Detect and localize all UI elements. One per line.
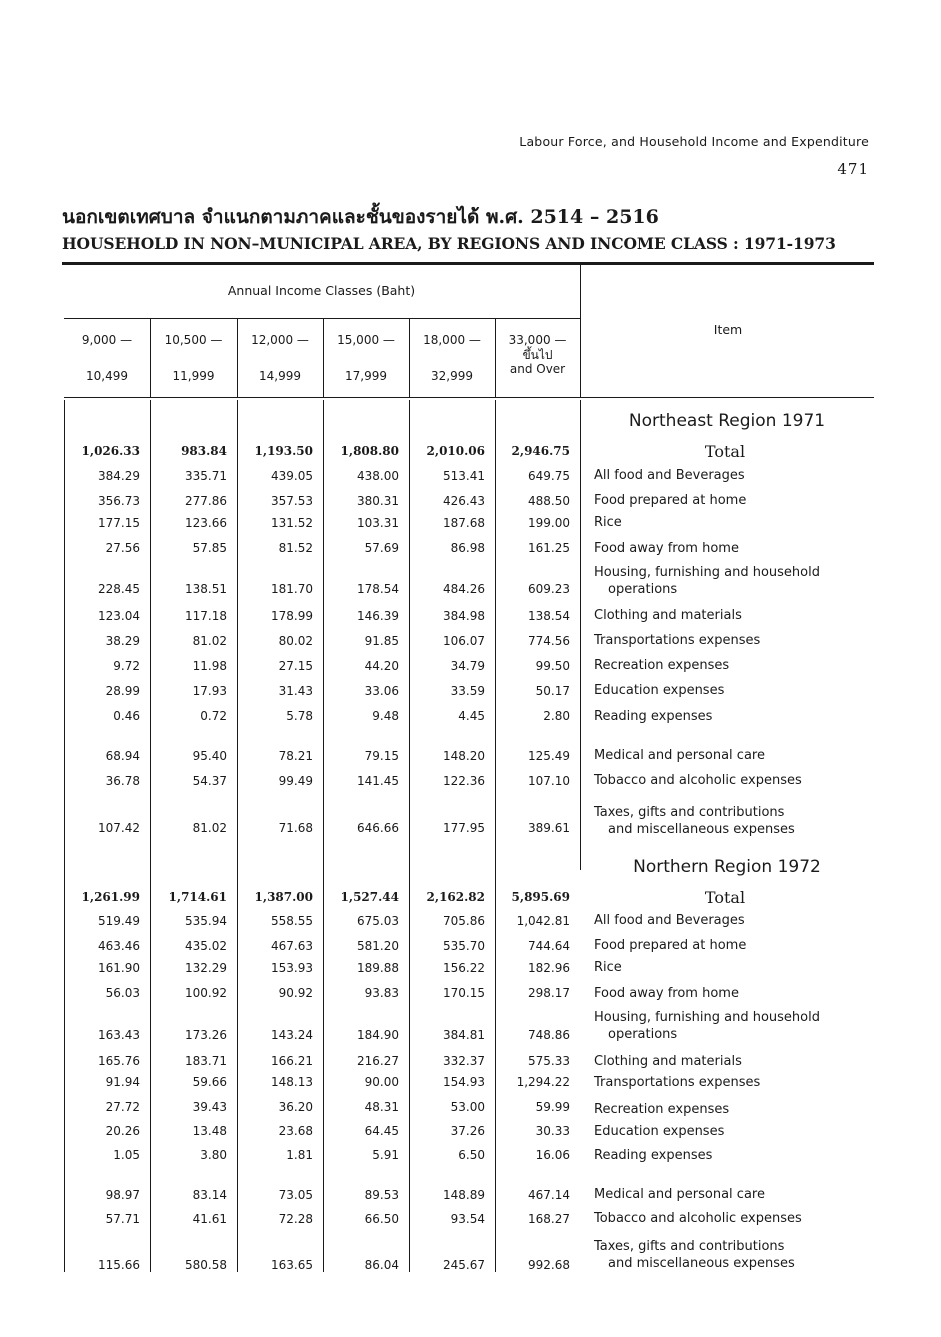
row-label-line: Education expenses: [594, 1124, 725, 1139]
table-cell: 675.03: [357, 914, 399, 928]
table-cell: 64.45: [364, 1124, 399, 1138]
table-cell: 1,294.22: [516, 1075, 570, 1089]
table-cell: 138.51: [185, 582, 227, 596]
table-cell: 36.20: [278, 1100, 313, 1114]
table-cell: 91.85: [364, 634, 399, 648]
table-cell: 332.37: [443, 1054, 485, 1068]
row-label-continuation: operations: [608, 1026, 678, 1042]
row-label: [594, 1124, 874, 1141]
row-label-line: Education expenses: [594, 683, 725, 698]
table-cell: 177.95: [443, 821, 485, 835]
table-cell: 95.40: [192, 749, 227, 763]
row-label-line: Taxes, gifts and contributions: [594, 805, 785, 820]
table-cell: 90.92: [278, 986, 313, 1000]
table-cell: 27.72: [105, 1100, 140, 1114]
table-cell: 189.88: [357, 961, 399, 975]
income-class-to: 32,999: [431, 369, 473, 383]
table-cell: 983.84: [181, 444, 227, 458]
table-cell: 356.73: [98, 494, 140, 508]
body-column-rule: [495, 400, 496, 1272]
table-cell: 2.80: [543, 709, 570, 723]
table-cell: 163.43: [98, 1028, 140, 1042]
table-cell: 5.78: [286, 709, 313, 723]
row-label: [594, 1148, 874, 1165]
table-cell: 463.46: [98, 939, 140, 953]
row-label-continuation: and miscellaneous expenses: [608, 821, 795, 837]
table-cell: 81.02: [192, 821, 227, 835]
table-cell: 182.96: [528, 961, 570, 975]
row-label-line: Housing, furnishing and household: [594, 565, 820, 580]
table-cell: 23.68: [278, 1124, 313, 1138]
income-class-to: 14,999: [259, 369, 301, 383]
table-cell: 123.66: [185, 516, 227, 530]
table-cell: 170.15: [443, 986, 485, 1000]
table-cell: 187.68: [443, 516, 485, 530]
row-label-line: Medical and personal care: [594, 748, 765, 763]
table-cell: 161.90: [98, 961, 140, 975]
income-class-from: 15,000 —: [337, 333, 395, 347]
income-class-from: 9,000 —: [81, 333, 133, 347]
table-cell: 3.80: [200, 1148, 227, 1162]
row-label: [594, 1075, 874, 1092]
income-class-to: 10,499: [86, 369, 128, 383]
table-cell: 216.27: [357, 1054, 399, 1068]
table-cell: 13.48: [192, 1124, 227, 1138]
table-cell: 148.20: [443, 749, 485, 763]
table-cell: 30.33: [535, 1124, 570, 1138]
income-class-header: [409, 334, 495, 382]
table-cell: 2,162.82: [426, 890, 485, 904]
row-label-line: Rice: [594, 515, 622, 530]
table-cell: 123.04: [98, 609, 140, 623]
table-cell: 1,261.99: [81, 890, 140, 904]
row-label: [594, 565, 874, 599]
table-cell: 1,527.44: [340, 890, 399, 904]
row-label: [594, 748, 874, 765]
table-cell: 649.75: [528, 469, 570, 483]
row-label-continuation: operations: [608, 581, 678, 597]
table-cell: 519.49: [98, 914, 140, 928]
row-label: [594, 773, 874, 790]
table-cell: 59.66: [192, 1075, 227, 1089]
table-cell: 384.29: [98, 469, 140, 483]
row-label: [594, 633, 874, 650]
table-cell: 1,042.81: [516, 914, 570, 928]
table-cell: 100.92: [185, 986, 227, 1000]
table-cell: 34.79: [450, 659, 485, 673]
table-cell: 68.94: [105, 749, 140, 763]
table-cell: 9.72: [113, 659, 140, 673]
table-cell: 178.54: [357, 582, 399, 596]
row-label-line: Clothing and materials: [594, 608, 742, 623]
row-label-line: Total: [704, 442, 746, 461]
table-cell: 165.76: [98, 1054, 140, 1068]
table-cell: 4.45: [458, 709, 485, 723]
table-cell: 148.89: [443, 1188, 485, 1202]
income-class-from: 18,000 —: [423, 333, 481, 347]
table-cell: 91.94: [105, 1075, 140, 1089]
table-cell: 27.15: [278, 659, 313, 673]
table-cell: 1.05: [113, 1148, 140, 1162]
table-cell: 138.54: [528, 609, 570, 623]
table-title-thai: นอกเขตเทศบาล จำแนกตามภาคและชั้นของรายได้ พ.ศ. 2514 – 2516: [62, 206, 659, 228]
row-label-line: Transportations expenses: [594, 1075, 761, 1090]
table-cell: 27.56: [105, 541, 140, 555]
row-label: [594, 913, 874, 930]
table-cell: 5.91: [372, 1148, 399, 1162]
row-label-line: All food and Beverages: [594, 913, 745, 928]
row-label-line: Total: [704, 888, 746, 907]
row-label-line: Medical and personal care: [594, 1187, 765, 1202]
table-cell: 535.70: [443, 939, 485, 953]
table-cell: 705.86: [443, 914, 485, 928]
table-cell: 57.71: [105, 1212, 140, 1226]
table-cell: 143.24: [271, 1028, 313, 1042]
body-column-rule: [409, 400, 410, 1272]
table-cell: 54.37: [192, 774, 227, 788]
table-cell: 513.41: [443, 469, 485, 483]
row-label: [594, 608, 874, 625]
row-label-line: All food and Beverages: [594, 468, 745, 483]
table-cell: 161.25: [528, 541, 570, 555]
row-label-line: Clothing and materials: [594, 1054, 742, 1069]
table-cell: 575.33: [528, 1054, 570, 1068]
table-cell: 0.72: [200, 709, 227, 723]
table-cell: 168.27: [528, 1212, 570, 1226]
table-cell: 57.69: [364, 541, 399, 555]
table-cell: 39.43: [192, 1100, 227, 1114]
income-classes-header: Annual Income Classes (Baht): [227, 283, 416, 298]
table-cell: 357.53: [271, 494, 313, 508]
row-label-line: Food away from home: [594, 986, 739, 1001]
row-label: [594, 493, 874, 510]
row-label-line: Tobacco and alcoholic expenses: [594, 773, 802, 788]
table-cell: 107.42: [98, 821, 140, 835]
table-cell: 148.13: [271, 1075, 313, 1089]
row-label: [594, 658, 874, 675]
page-number: 471: [837, 160, 869, 178]
table-title-english: HOUSEHOLD IN NON–MUNICIPAL AREA, BY REGIONS AND INCOME CLASS : 1971-1973: [62, 234, 836, 253]
row-label: [594, 683, 874, 700]
table-cell: 156.22: [443, 961, 485, 975]
income-class-thai: ขึ้นไป: [522, 348, 553, 362]
table-cell: 106.07: [443, 634, 485, 648]
table-cell: 146.39: [357, 609, 399, 623]
running-head: Labour Force, and Household Income and Expenditure: [519, 134, 869, 149]
table-cell: 53.00: [450, 1100, 485, 1114]
income-class-to: and Over: [509, 362, 566, 376]
table-cell: 33.59: [450, 684, 485, 698]
table-cell: 199.00: [528, 516, 570, 530]
body-column-rule: [150, 400, 151, 1272]
table-cell: 131.52: [271, 516, 313, 530]
table-cell: 73.05: [278, 1188, 313, 1202]
table-cell: 166.21: [271, 1054, 313, 1068]
table-cell: 774.56: [528, 634, 570, 648]
table-cell: 992.68: [528, 1258, 570, 1272]
table-cell: 16.06: [535, 1148, 570, 1162]
row-label-line: Food prepared at home: [594, 493, 747, 508]
table-cell: 335.71: [185, 469, 227, 483]
body-column-rule: [237, 400, 238, 1272]
income-class-to: 11,999: [172, 369, 215, 383]
row-label: [594, 888, 856, 909]
income-class-header: [150, 334, 237, 382]
table-cell: 107.10: [528, 774, 570, 788]
table-cell: 6.50: [458, 1148, 485, 1162]
table-cell: 484.26: [443, 582, 485, 596]
row-label: [594, 960, 874, 977]
income-class-header: [323, 334, 409, 382]
table-cell: 48.31: [364, 1100, 399, 1114]
table-cell: 31.43: [278, 684, 313, 698]
table-cell: 90.00: [364, 1075, 399, 1089]
table-cell: 1,387.00: [254, 890, 313, 904]
table-cell: 72.28: [278, 1212, 313, 1226]
table-cell: 744.64: [528, 939, 570, 953]
table-cell: 81.02: [192, 634, 227, 648]
table-cell: 426.43: [443, 494, 485, 508]
table-cell: 125.49: [528, 749, 570, 763]
row-label: [594, 1187, 874, 1204]
table-cell: 277.86: [185, 494, 227, 508]
table-cell: 384.81: [443, 1028, 485, 1042]
table-cell: 20.26: [105, 1124, 140, 1138]
table-cell: 33.06: [364, 684, 399, 698]
table-cell: 132.29: [185, 961, 227, 975]
table-cell: 17.93: [192, 684, 227, 698]
row-label-line: Recreation expenses: [594, 1102, 730, 1117]
income-class-header: [495, 334, 580, 375]
table-cell: 439.05: [271, 469, 313, 483]
table-cell: 2,946.75: [511, 444, 570, 458]
table-cell: 41.61: [192, 1212, 227, 1226]
table-cell: 117.18: [185, 609, 227, 623]
top-rule: [62, 262, 874, 265]
table-cell: 438.00: [357, 469, 399, 483]
table-cell: 245.67: [443, 1258, 485, 1272]
region-heading: Northeast Region 1971: [628, 411, 826, 431]
table-cell: 38.29: [105, 634, 140, 648]
table-cell: 384.98: [443, 609, 485, 623]
table-cell: 488.50: [528, 494, 570, 508]
item-column-rule: [580, 400, 581, 870]
table-cell: 435.02: [185, 939, 227, 953]
table-cell: 1,714.61: [168, 890, 227, 904]
table-cell: 173.26: [185, 1028, 227, 1042]
table-cell: 298.17: [528, 986, 570, 1000]
item-header: Item: [713, 322, 743, 337]
body-column-rule: [323, 400, 324, 1272]
row-label: [594, 1054, 874, 1071]
row-label-line: Tobacco and alcoholic expenses: [594, 1211, 802, 1226]
table-cell: 56.03: [105, 986, 140, 1000]
income-class-to: 17,999: [345, 369, 387, 383]
table-cell: 1.81: [286, 1148, 313, 1162]
income-class-header: [64, 334, 150, 382]
row-label: [594, 1010, 874, 1044]
row-label-line: Reading expenses: [594, 1148, 713, 1163]
table-cell: 81.52: [278, 541, 313, 555]
income-class-from: 10,500 —: [164, 333, 223, 347]
table-cell: 5,895.69: [511, 890, 570, 904]
table-cell: 115.66: [98, 1258, 140, 1272]
table-cell: 467.14: [528, 1188, 570, 1202]
table-cell: 83.14: [192, 1188, 227, 1202]
row-label: [594, 709, 874, 726]
row-label-line: Food prepared at home: [594, 938, 747, 953]
table-cell: 184.90: [357, 1028, 399, 1042]
table-cell: 9.48: [372, 709, 399, 723]
row-label: [594, 805, 874, 839]
table-cell: 1,193.50: [254, 444, 313, 458]
income-class-header: [237, 334, 323, 382]
table-cell: 98.97: [105, 1188, 140, 1202]
row-label-line: Housing, furnishing and household: [594, 1010, 820, 1025]
table-cell: 141.45: [357, 774, 399, 788]
row-label: [594, 515, 874, 532]
table-cell: 93.83: [364, 986, 399, 1000]
body-column-rule: [64, 400, 65, 1272]
table-cell: 103.31: [357, 516, 399, 530]
table-cell: 0.46: [113, 709, 140, 723]
table-cell: 558.55: [271, 914, 313, 928]
table-cell: 86.04: [364, 1258, 399, 1272]
table-cell: 89.53: [364, 1188, 399, 1202]
table-cell: 748.86: [528, 1028, 570, 1042]
table-cell: 380.31: [357, 494, 399, 508]
table-cell: 99.49: [278, 774, 313, 788]
row-label-line: Transportations expenses: [594, 633, 761, 648]
table-cell: 581.20: [357, 939, 399, 953]
income-class-from: 12,000 —: [251, 333, 309, 347]
header-divider: [64, 318, 580, 319]
table-cell: 99.50: [535, 659, 570, 673]
table-cell: 609.23: [528, 582, 570, 596]
table-cell: 535.94: [185, 914, 227, 928]
row-label-line: Food away from home: [594, 541, 739, 556]
table-cell: 389.61: [528, 821, 570, 835]
table-cell: 59.99: [535, 1100, 570, 1114]
item-column-divider: [580, 264, 581, 398]
table-cell: 154.93: [443, 1075, 485, 1089]
header-bottom-rule: [64, 397, 874, 398]
table-cell: 2,010.06: [426, 444, 485, 458]
income-class-from: 33,000 —: [508, 333, 567, 347]
table-cell: 80.02: [278, 634, 313, 648]
table-cell: 181.70: [271, 582, 313, 596]
table-cell: 467.63: [271, 939, 313, 953]
table-cell: 71.68: [278, 821, 313, 835]
table-cell: 163.65: [271, 1258, 313, 1272]
table-cell: 1,026.33: [81, 444, 140, 458]
table-cell: 36.78: [105, 774, 140, 788]
row-label-line: Rice: [594, 960, 622, 975]
table-cell: 79.15: [364, 749, 399, 763]
table-cell: 11.98: [192, 659, 227, 673]
table-cell: 122.36: [443, 774, 485, 788]
table-cell: 228.45: [98, 582, 140, 596]
table-cell: 646.66: [357, 821, 399, 835]
row-label: [594, 442, 856, 463]
row-label: [594, 541, 874, 558]
table-cell: 177.15: [98, 516, 140, 530]
table-cell: 78.21: [278, 749, 313, 763]
row-label-line: Recreation expenses: [594, 658, 730, 673]
table-cell: 178.99: [271, 609, 313, 623]
row-label: [594, 938, 874, 955]
region-heading: Northern Region 1972: [633, 857, 821, 877]
table-cell: 153.93: [271, 961, 313, 975]
row-label: [594, 468, 874, 485]
row-label: [594, 986, 874, 1003]
table-cell: 66.50: [364, 1212, 399, 1226]
table-cell: 93.54: [450, 1212, 485, 1226]
table-cell: 86.98: [450, 541, 485, 555]
row-label-line: Taxes, gifts and contributions: [594, 1239, 785, 1254]
table-cell: 183.71: [185, 1054, 227, 1068]
row-label-continuation: and miscellaneous expenses: [608, 1255, 795, 1271]
table-cell: 44.20: [364, 659, 399, 673]
row-label: [594, 1102, 874, 1119]
table-cell: 28.99: [105, 684, 140, 698]
row-label: [594, 1239, 874, 1273]
table-cell: 580.58: [185, 1258, 227, 1272]
row-label-line: Reading expenses: [594, 709, 713, 724]
table-cell: 37.26: [450, 1124, 485, 1138]
table-cell: 1,808.80: [340, 444, 399, 458]
table-cell: 50.17: [535, 684, 570, 698]
table-cell: 57.85: [192, 541, 227, 555]
row-label: [594, 1211, 874, 1228]
